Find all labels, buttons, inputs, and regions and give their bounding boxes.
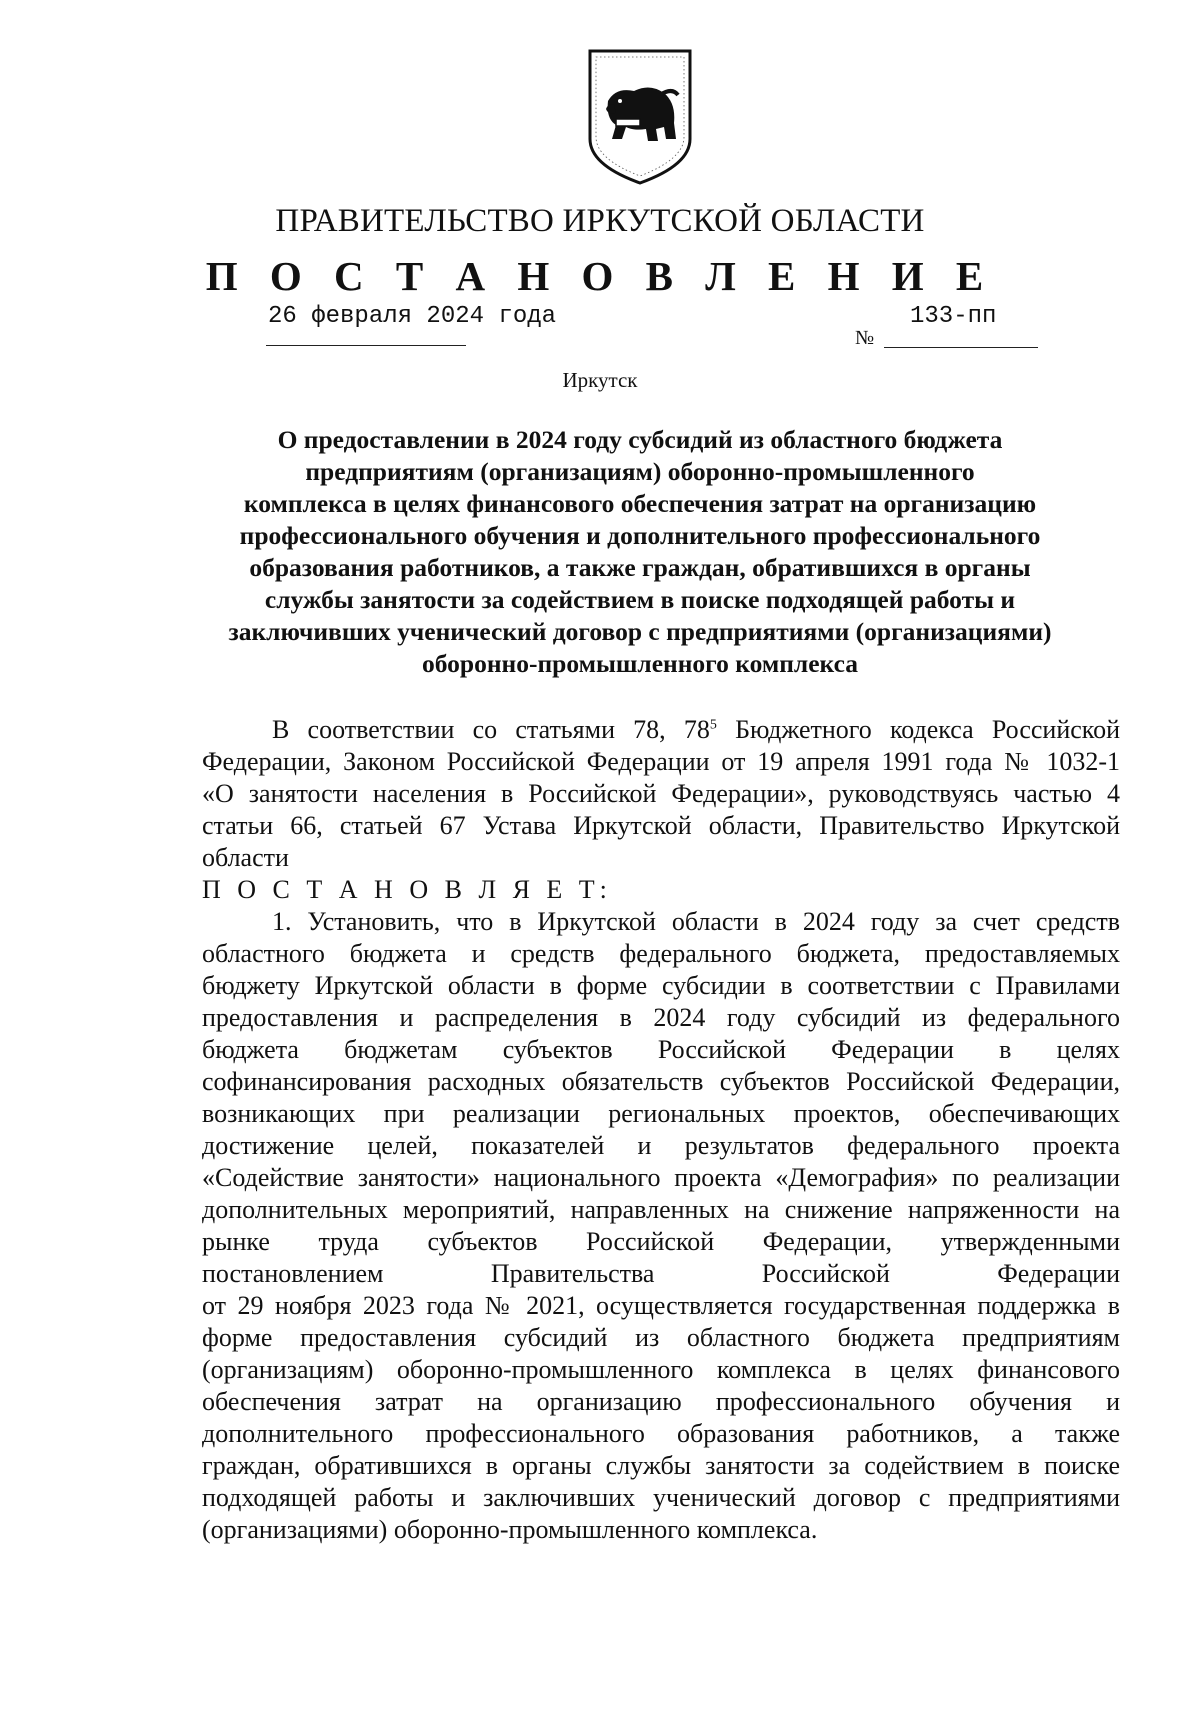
preamble-line: области (202, 843, 289, 872)
clause-line: форме предоставления субсидий из областного бюджета предприятиям (202, 1323, 1120, 1352)
clause-line: дополнительного профессионального образования работников, а также (202, 1419, 1120, 1448)
resolves-heading: П О С Т А Н О В Л Я Е Т: (202, 875, 612, 904)
article-superscript: 5 (709, 717, 717, 733)
document-title (180, 424, 1100, 680)
date-underline (266, 345, 466, 346)
clause-line: возникающих при реализации региональных проектов, обеспечивающих (202, 1099, 1120, 1128)
title-line: образования работников, а также граждан, обратившихся в органы (249, 553, 1031, 582)
clause-line: постановлением Правительства Российской Федерации (202, 1259, 1120, 1288)
clause-line: подходящей работы и заключивших ученический договор с предприятиями (202, 1483, 1120, 1512)
government-name: ПРАВИТЕЛЬСТВО ИРКУТСКОЙ ОБЛАСТИ (275, 203, 925, 239)
clause-line: бюджета бюджетам субъектов Российской Федерации в целях (202, 1035, 1120, 1064)
title-line: оборонно-промышленного комплекса (422, 649, 858, 678)
document-date: 26 февраля 2024 года (268, 303, 557, 330)
title-line: комплекса в целях финансового обеспечения затрат на организацию (243, 489, 1037, 518)
clause-line: рынке труда субъектов Российской Федерации, утвержденными (202, 1227, 1120, 1256)
clause-1-paragraph (202, 906, 1120, 1546)
clause-line: обеспечения затрат на организацию профессионального обучения и (202, 1387, 1120, 1416)
title-line: О предоставлении в 2024 году субсидий из областного бюджета (277, 425, 1003, 454)
preamble-text: Бюджетного кодекса Российской (716, 715, 1120, 744)
clause-line: «Содействие занятости» национального проекта «Демография» по реализации (202, 1163, 1120, 1192)
document-city: Иркутск (562, 368, 638, 392)
preamble-line: «О занятости населения в Российской Федерации», руководствуясь частью 4 (202, 779, 1120, 808)
clause-line: бюджету Иркутской области в форме субсидии в соответствии с Правилами (202, 971, 1120, 1000)
preamble-paragraph (202, 714, 1120, 874)
preamble-line: Федерации, Законом Российской Федерации от 19 апреля 1991 года № 1032-1 (202, 747, 1120, 776)
clause-line: областного бюджета и средств федерального бюджета, предоставляемых (202, 939, 1120, 968)
document-type: П О С Т А Н О В Л Е Н И Е (205, 253, 995, 299)
clause-line: предоставления и распределения в 2024 году субсидий из федерального (202, 1003, 1120, 1032)
clause-line: 1. Установить, что в Иркутской области в 2024 году за счет средств (272, 907, 1120, 936)
number-underline (884, 347, 1038, 348)
clause-line: дополнительных мероприятий, направленных на снижение напряженности на (202, 1195, 1120, 1224)
clause-line: граждан, обратившихся в органы службы занятости за содействием в поиске (202, 1451, 1120, 1480)
clause-line: (организациями) оборонно-промышленного комплекса. (202, 1515, 818, 1544)
preamble-line: статьи 66, статьей 67 Устава Иркутской области, Правительство Иркутской (202, 811, 1120, 840)
clause-line: софинансирования расходных обязательств субъектов Российской Федерации, (202, 1067, 1120, 1096)
title-line: заключивших ученический договор с предприятиями (организациями) (228, 617, 1052, 646)
title-line: службы занятости за содействием в поиске подходящей работы и (264, 585, 1016, 614)
preamble-text: В соответствии со статьями 78, 78 (272, 715, 710, 744)
coat-of-arms-emblem (586, 47, 694, 187)
document-number: 133-пп (910, 303, 997, 330)
clause-line: достижение целей, показателей и результатов федерального проекта (202, 1131, 1120, 1160)
title-line: профессионального обучения и дополнительного профессионального (239, 521, 1041, 550)
preamble-line (202, 714, 1120, 746)
clause-line: от 29 ноября 2023 года № 2021, осуществляется государственная поддержка в (202, 1291, 1120, 1320)
clause-line: (организациям) оборонно-промышленного комплекса в целях финансового (202, 1355, 1120, 1384)
number-sign: № (855, 327, 875, 349)
title-line: предприятиям (организациям) оборонно-промышленного (305, 457, 975, 486)
